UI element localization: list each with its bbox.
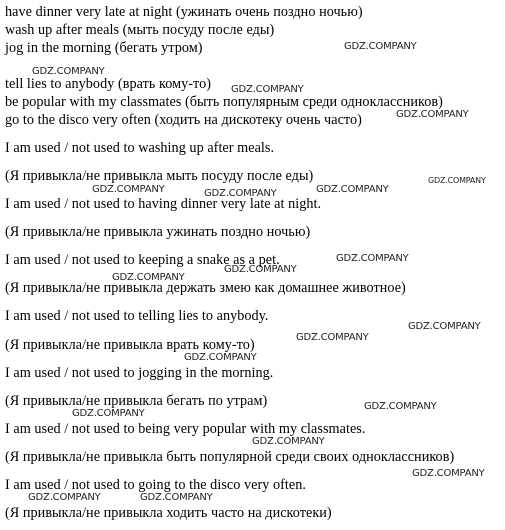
watermark: GDZ.COMPANY	[184, 352, 257, 363]
watermark: GDZ.COMPANY	[204, 188, 277, 199]
watermark: GDZ.COMPANY	[28, 492, 101, 503]
watermark: GDZ.COMPANY	[252, 436, 325, 447]
sentence-6: I am used / not used to being very popular with my classmates.	[5, 421, 366, 437]
phrase-line-5: be popular with my classmates (быть популярным среди одноклассников)	[5, 94, 443, 110]
watermark: GDZ.COMPANY	[364, 401, 437, 412]
watermark: GDZ.COMPANY	[231, 84, 304, 95]
watermark: GDZ.COMPANY	[296, 332, 369, 343]
sentence-5: I am used / not used to jogging in the morning.	[5, 365, 274, 381]
watermark: GDZ.COMPANY	[344, 41, 417, 52]
phrase-line-4: tell lies to anybody (врать кому-то)	[5, 76, 211, 92]
sentence-2-translation: (Я привыкла/не привыкла ужинать поздно ночью)	[5, 224, 311, 240]
sentence-3-translation: (Я привыкла/не привыкла держать змею как домашнее животное)	[5, 280, 406, 296]
sentence-4: I am used / not used to telling lies to anybody.	[5, 308, 269, 324]
watermark: GDZ.COMPANY	[224, 264, 297, 275]
phrase-line-2: wash up after meals (мыть посуду после еды)	[5, 22, 275, 38]
watermark: GDZ.COMPANY	[140, 492, 213, 503]
watermark: GDZ.COMPANY	[72, 408, 145, 419]
watermark: GDZ.COMPANY	[428, 176, 486, 185]
sentence-1: I am used / not used to washing up after meals.	[5, 140, 275, 156]
watermark: GDZ.COMPANY	[316, 184, 389, 195]
watermark: GDZ.COMPANY	[336, 253, 409, 264]
sentence-2: I am used / not used to having dinner very late at night.	[5, 196, 322, 212]
sentence-7-translation: (Я привыкла/не привыкла ходить часто на дискотеки)	[5, 505, 332, 521]
sentence-7: I am used / not used to going to the disco very often.	[5, 477, 306, 493]
sentence-6-translation: (Я привыкла/не привыкла быть популярной среди своих одноклассников)	[5, 449, 455, 465]
watermark: GDZ.COMPANY	[396, 109, 469, 120]
sentence-5-translation: (Я привыкла/не привыкла бегать по утрам)	[5, 393, 268, 409]
watermark: GDZ.COMPANY	[408, 321, 481, 332]
phrase-line-1: have dinner very late at night (ужинать очень поздно ночью)	[5, 4, 363, 20]
sentence-4-translation: (Я привыкла/не привыкла врать кому-то)	[5, 337, 255, 353]
watermark: GDZ.COMPANY	[92, 184, 165, 195]
sentence-1-translation: (Я привыкла/не привыкла мыть посуду после еды)	[5, 168, 314, 184]
phrase-line-3: jog in the morning (бегать утром)	[5, 40, 203, 56]
watermark: GDZ.COMPANY	[32, 66, 105, 77]
phrase-line-6: go to the disco very often (ходить на дискотеку очень часто)	[5, 112, 362, 128]
watermark: GDZ.COMPANY	[112, 272, 185, 283]
watermark: GDZ.COMPANY	[412, 468, 485, 479]
sentence-3: I am used / not used to keeping a snake as a pet.	[5, 252, 280, 268]
